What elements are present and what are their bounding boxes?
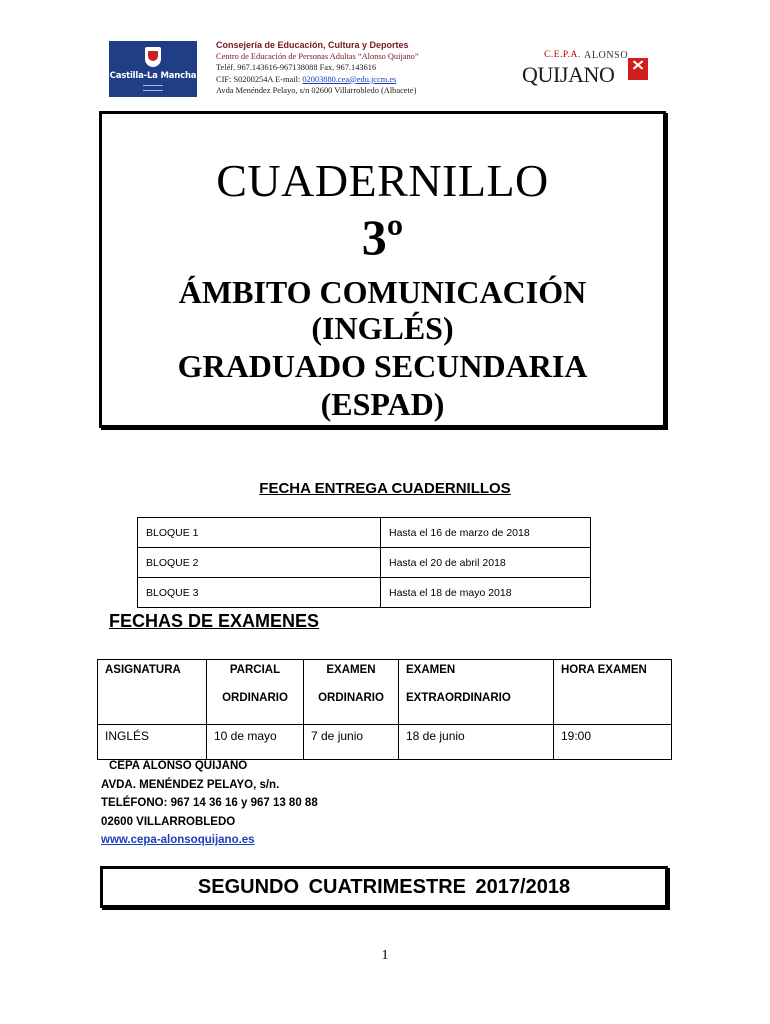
title-ingles: (INGLÉS) <box>311 310 454 346</box>
windmill-icon <box>628 58 648 80</box>
examenes-table <box>97 659 672 760</box>
header-examen-extraordinario: EXAMEN EXTRAORDINARIO <box>399 660 554 725</box>
address-street: AVDA. MENÉNDEZ PELAYO, s/n. <box>101 778 280 791</box>
table-row <box>138 518 591 548</box>
header-examen-ordinario: EXAMEN ORDINARIO <box>304 660 399 725</box>
crest-icon <box>145 47 161 67</box>
bloque-cell: BLOQUE 1 <box>138 518 381 548</box>
header-line-department: Consejería de Educación, Cultura y Deportes <box>216 40 409 50</box>
cell-hora: 19:00 <box>554 725 672 760</box>
table-row <box>138 578 591 608</box>
email-link[interactable]: 02003880.cea@edu.jccm.es <box>302 74 397 84</box>
title-cuadernillo: CUADERNILLO <box>216 155 549 206</box>
cell-asignatura: INGLÉS <box>98 725 207 760</box>
fecha-entrega-heading: FECHA ENTREGA CUADERNILLOS <box>259 480 511 497</box>
title-ambito: ÁMBITO COMUNICACIÓN <box>178 274 587 310</box>
header-line-cif: CIF: S0200254A E-mail: 02003880.cea@edu.jccm.es <box>216 74 397 84</box>
cell-extraordinario: 18 de junio <box>399 725 554 760</box>
header-hora-examen: HORA EXAMEN <box>554 660 672 725</box>
title-box <box>99 111 666 428</box>
header-line-center: Centro de Educación de Personas Adultas “Alonso Quijano” <box>216 52 419 62</box>
fecha-cell: Hasta el 18 de mayo 2018 <box>381 578 591 608</box>
fecha-cell: Hasta el 16 de marzo de 2018 <box>381 518 591 548</box>
address-block <box>101 757 318 850</box>
logo-left-text: Castilla-La Mancha <box>109 71 197 81</box>
bloque-cell: BLOQUE 3 <box>138 578 381 608</box>
title-espad: (ESPAD) <box>320 386 445 422</box>
address-city: 02600 VILLARROBLEDO <box>101 815 236 828</box>
logo-quijano-text: QUIJANO <box>522 62 615 87</box>
page-number: 1 <box>381 948 389 963</box>
semester-box: SEGUNDO CUATRIMESTRE 2017/2018 <box>100 866 668 908</box>
fecha-cell: Hasta el 20 de abril 2018 <box>381 548 591 578</box>
cepa-alonso-quijano-logo <box>522 48 657 90</box>
address-phone: TELÉFONO: 967 14 36 16 y 967 13 80 88 <box>101 797 318 809</box>
address-name: CEPA ALONSO QUIJANO <box>109 760 248 772</box>
table-row <box>138 548 591 578</box>
table-header-row <box>98 660 672 725</box>
cell-ordinario: 7 de junio <box>304 725 399 760</box>
logo-alonso-text: ALONSO <box>584 50 629 61</box>
fechas-examenes-heading: FECHAS DE EXAMENES <box>109 611 320 631</box>
logo-cepa-text: C.E.P.A. <box>544 50 581 60</box>
fecha-entrega-table <box>137 517 591 608</box>
castilla-la-mancha-logo <box>109 41 197 97</box>
title-number: 3º <box>361 209 404 265</box>
website-link[interactable]: www.cepa-alonsoquijano.es <box>101 834 255 846</box>
header-line-phone: Teléf. 967.143616-967138088 Fax. 967.143616 <box>216 63 377 73</box>
header-line-address: Avda Menéndez Pelayo, s/n 02600 Villarrobledo (Albacete) <box>216 85 417 95</box>
cell-parcial: 10 de mayo <box>207 725 304 760</box>
header-parcial: PARCIAL ORDINARIO <box>207 660 304 725</box>
table-row <box>98 725 672 760</box>
header-contact-block <box>216 40 476 96</box>
header-asignatura: ASIGNATURA <box>98 660 207 725</box>
bloque-cell: BLOQUE 2 <box>138 548 381 578</box>
title-graduado: GRADUADO SECUNDARIA <box>177 348 588 384</box>
